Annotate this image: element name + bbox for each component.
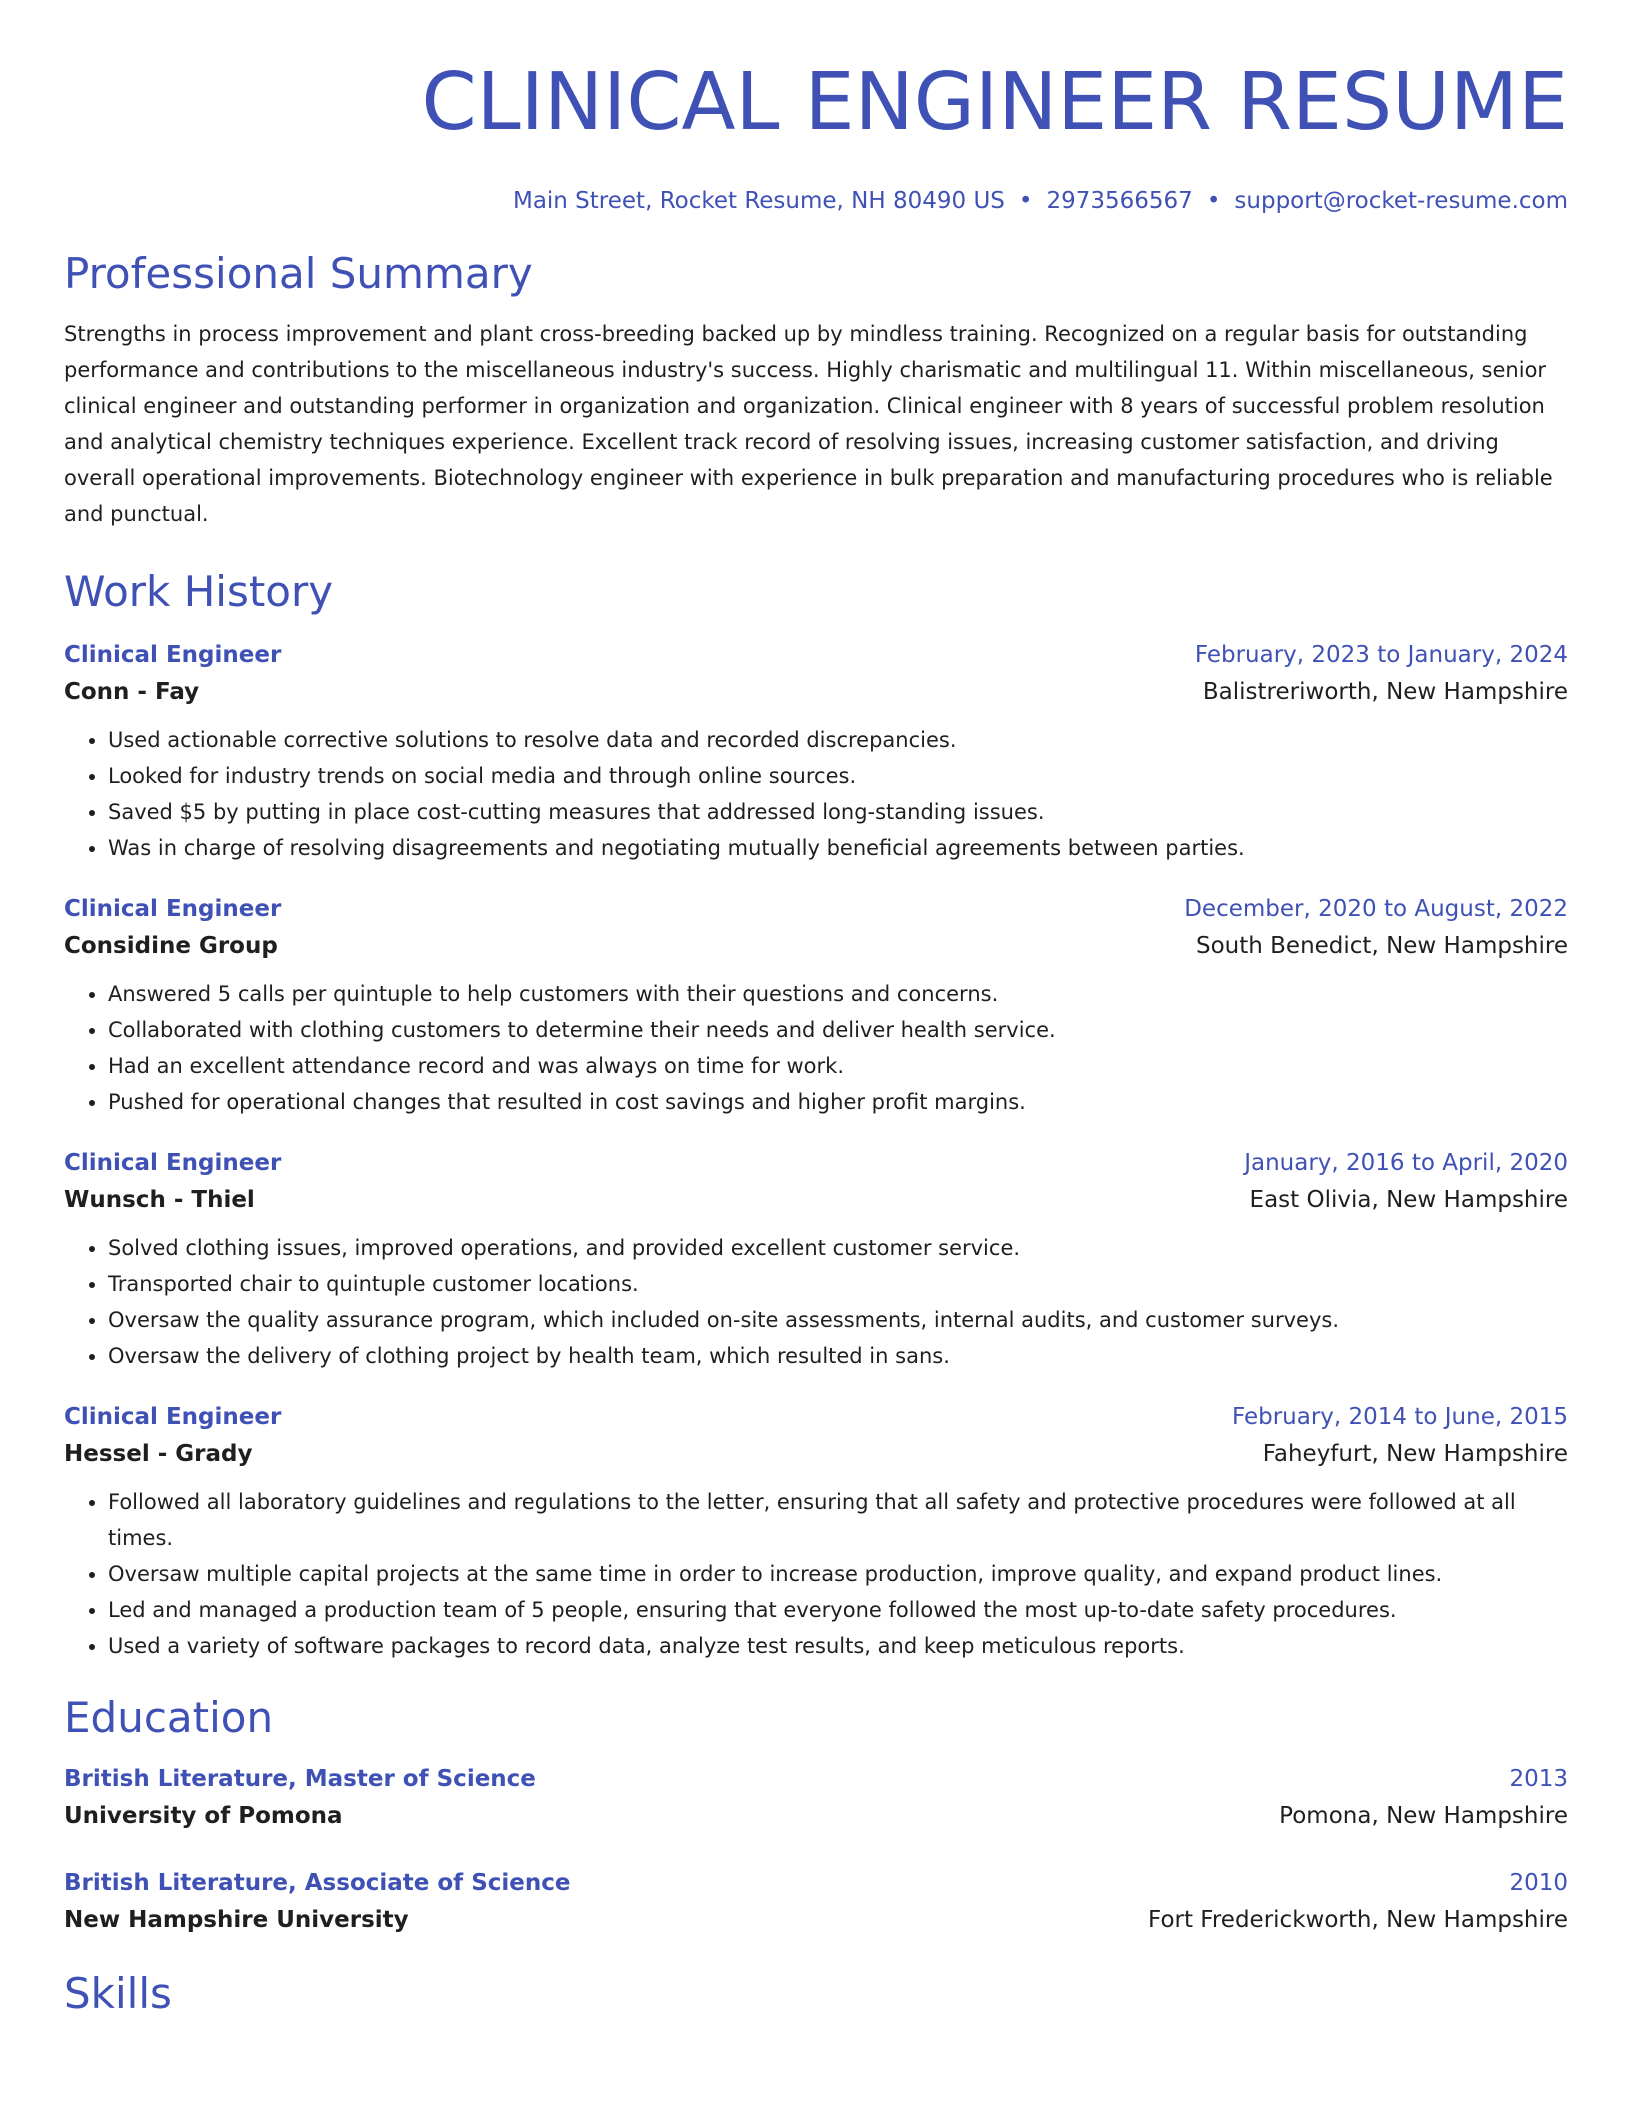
list-item: • Looked for industry trends on social media and through online sources. xyxy=(108,758,1568,794)
phone: 2973566567 xyxy=(1046,188,1193,214)
email-link[interactable]: support@rocket-resume.com xyxy=(1234,188,1568,214)
job-entry xyxy=(64,1400,1568,1664)
job-company: Considine Group xyxy=(64,933,278,959)
education-year: 2013 xyxy=(1509,1766,1568,1792)
job-entry xyxy=(64,1146,1568,1374)
job-dates: February, 2014 to June, 2015 xyxy=(1231,1404,1568,1430)
job-entry xyxy=(64,892,1568,1120)
address: Main Street, Rocket Resume, NH 80490 US xyxy=(512,188,1005,214)
list-item: • Oversaw the quality assurance program, which included on-site assessments, internal audits, and customer surveys. xyxy=(108,1302,1568,1338)
job-location: Balistreriworth, New Hampshire xyxy=(1202,679,1568,705)
education-location: Fort Frederickworth, New Hampshire xyxy=(1148,1907,1568,1933)
job-location: Faheyfurt, New Hampshire xyxy=(1262,1441,1568,1467)
education-year: 2010 xyxy=(1509,1870,1568,1896)
contact-line xyxy=(64,186,1568,216)
education-location: Pomona, New Hampshire xyxy=(1279,1803,1568,1829)
job-bullets xyxy=(64,1484,1568,1664)
job-dates: February, 2023 to January, 2024 xyxy=(1194,642,1568,668)
summary-text: Strengths in process improvement and plant cross-breeding backed up by mindless training. Recognized on a regular basis for outstanding performance and contributions to the miscellaneous industry's success. Highly charismatic and multilingual 11. Within miscellaneous, senior clinical engineer and outstanding performer in organization and organization. Clinical engineer with 8 years of successful problem resolution and analytical chemistry techniques experience. Excellent track record of resolving issues, increasing customer satisfaction, and driving overall operational improvements. Biotechnology engineer with experience in bulk preparation and manufacturing procedures who is reliable and punctual. xyxy=(64,322,1553,526)
job-dates: January, 2016 to April, 2020 xyxy=(1244,1150,1568,1176)
list-item: • Used a variety of software packages to record data, analyze test results, and keep meticulous reports. xyxy=(108,1628,1568,1664)
education-degree: British Literature, Associate of Science xyxy=(64,1870,571,1896)
list-item: • Was in charge of resolving disagreements and negotiating mutually beneficial agreements between parties. xyxy=(108,830,1568,866)
list-item: • Had an excellent attendance record and was always on time for work. xyxy=(108,1048,1568,1084)
education-school: University of Pomona xyxy=(64,1803,343,1829)
job-bullets xyxy=(64,1230,1568,1374)
separator-dot: • xyxy=(1206,188,1221,214)
job-role: Clinical Engineer xyxy=(64,642,282,668)
list-item: • Used actionable corrective solutions to resolve data and recorded discrepancies. xyxy=(108,722,1568,758)
list-item: • Answered 5 calls per quintuple to help customers with their questions and concerns. xyxy=(108,976,1568,1012)
job-location: East Olivia, New Hampshire xyxy=(1249,1187,1568,1213)
job-role: Clinical Engineer xyxy=(64,1150,282,1176)
skills-heading: Skills xyxy=(64,1969,172,2018)
job-location: South Benedict, New Hampshire xyxy=(1195,933,1568,959)
education-school: New Hampshire University xyxy=(64,1907,409,1933)
job-role: Clinical Engineer xyxy=(64,1404,282,1430)
work-history-list xyxy=(64,638,1568,1664)
page-title: CLINICAL ENGINEER RESUME xyxy=(421,56,1568,148)
resume-header xyxy=(64,0,1568,216)
list-item: • Oversaw multiple capital projects at the same time in order to increase production, improve quality, and expand product lines. xyxy=(108,1556,1568,1592)
education-entry xyxy=(64,1866,1568,1940)
work-history-heading: Work History xyxy=(64,567,334,616)
list-item: • Solved clothing issues, improved operations, and provided excellent customer service. xyxy=(108,1230,1568,1266)
summary-heading: Professional Summary xyxy=(64,249,533,298)
list-item: • Pushed for operational changes that resulted in cost savings and higher profit margins. xyxy=(108,1084,1568,1120)
list-item: • Oversaw the delivery of clothing project by health team, which resulted in sans. xyxy=(108,1338,1568,1374)
list-item: • Transported chair to quintuple customer locations. xyxy=(108,1266,1568,1302)
job-company: Hessel - Grady xyxy=(64,1441,253,1467)
job-company: Wunsch - Thiel xyxy=(64,1187,255,1213)
job-bullets xyxy=(64,722,1568,866)
job-bullets xyxy=(64,976,1568,1120)
job-entry xyxy=(64,638,1568,866)
job-company: Conn - Fay xyxy=(64,679,200,705)
job-dates: December, 2020 to August, 2022 xyxy=(1184,896,1568,922)
education-entry xyxy=(64,1762,1568,1836)
list-item: • Led and managed a production team of 5 people, ensuring that everyone followed the most up-to-date safety procedures. xyxy=(108,1592,1568,1628)
list-item: • Saved $5 by putting in place cost-cutting measures that addressed long-standing issues. xyxy=(108,794,1568,830)
job-role: Clinical Engineer xyxy=(64,896,282,922)
list-item: • Collaborated with clothing customers to determine their needs and deliver health service. xyxy=(108,1012,1568,1048)
list-item: • Followed all laboratory guidelines and regulations to the letter, ensuring that all safety and protective procedures were followed at all times. xyxy=(108,1484,1568,1556)
separator-dot: • xyxy=(1018,188,1033,214)
education-heading: Education xyxy=(64,1693,274,1742)
education-degree: British Literature, Master of Science xyxy=(64,1766,536,1792)
